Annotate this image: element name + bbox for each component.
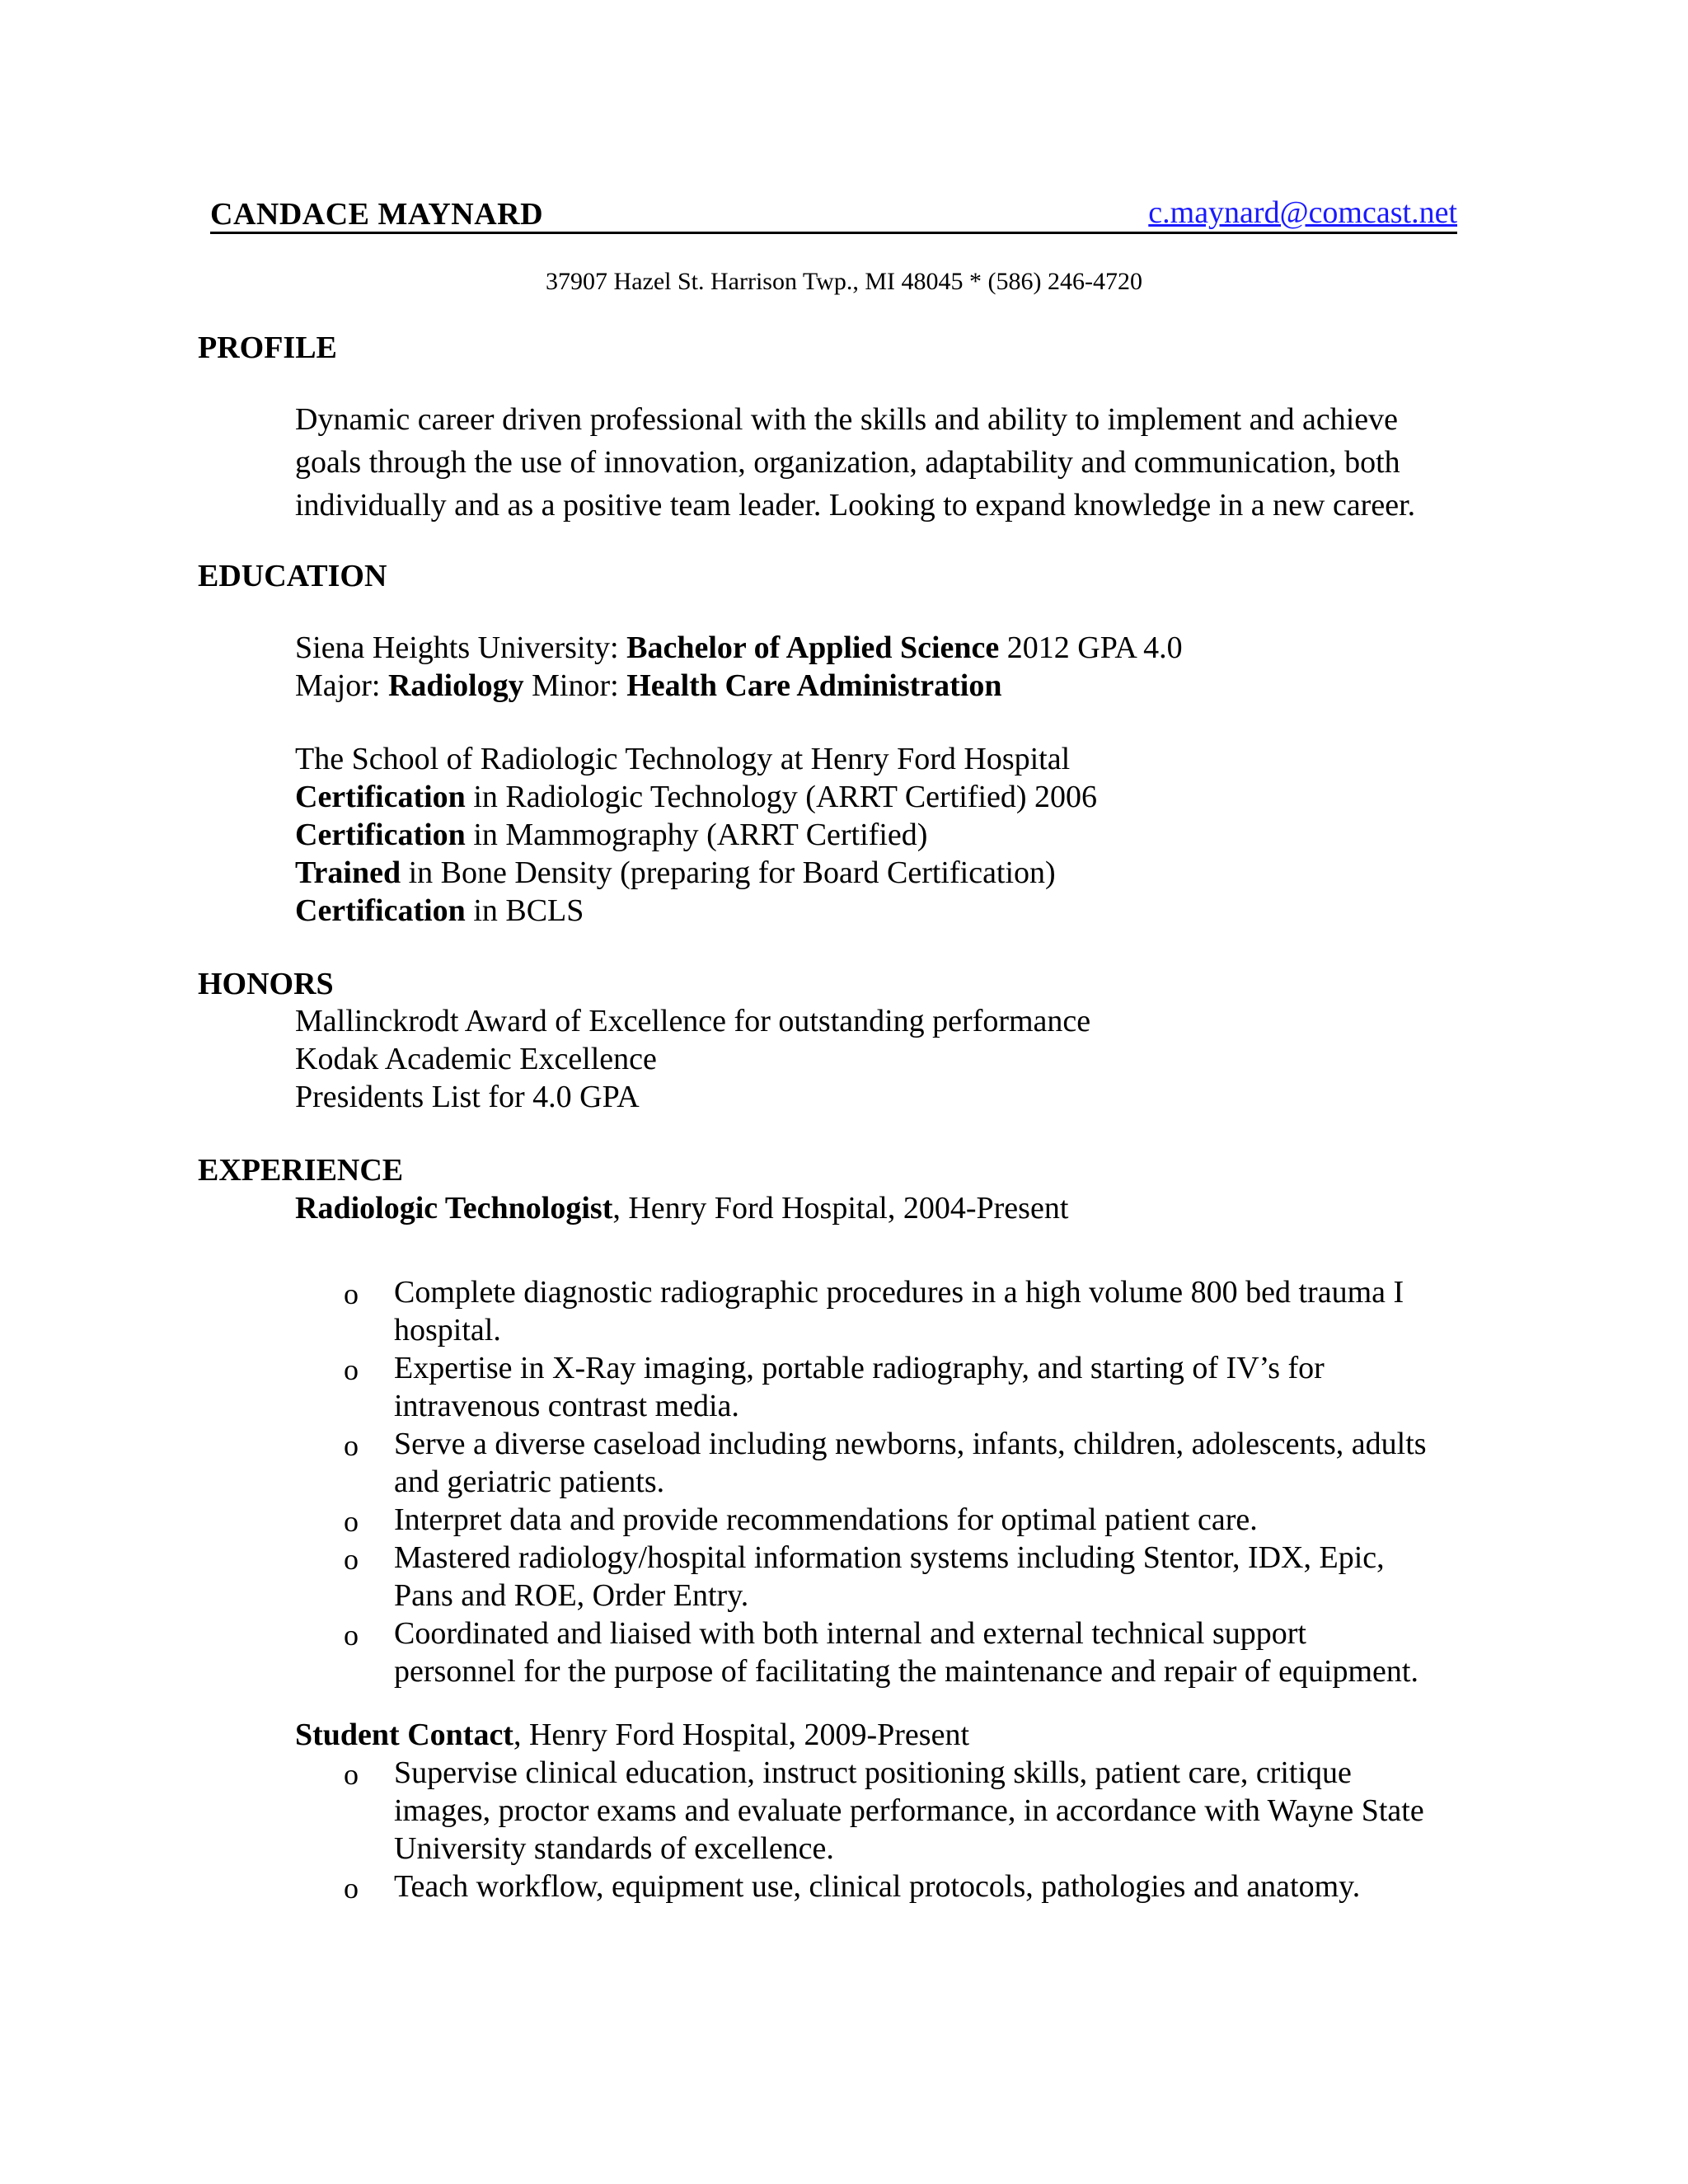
major-minor-line	[295, 667, 1183, 705]
section-title-honors: HONORS	[198, 967, 334, 1001]
bullet-line: Supervise clinical education, instruct positioning skills, patient care, critique	[394, 1755, 1352, 1790]
bullet-line: Mastered radiology/hospital information systems including Stentor, IDX, Epic,	[394, 1540, 1385, 1575]
job1-heading	[295, 1189, 1068, 1227]
honor-item: Presidents List for 4.0 GPA	[295, 1080, 640, 1114]
job2-bullet-2	[394, 1868, 1482, 1905]
job2-bullet-1	[394, 1754, 1482, 1868]
job1-title: Radiologic Technologist	[295, 1191, 613, 1226]
cert-line	[295, 892, 1097, 930]
bullet-line: intravenous contrast media.	[394, 1389, 739, 1423]
cert-type: Certification	[295, 893, 466, 928]
bullet-line: hospital.	[394, 1313, 501, 1347]
bullet-line: University standards of excellence.	[394, 1831, 834, 1866]
job1-bullet-2	[394, 1349, 1482, 1425]
job1-heading-line	[295, 1189, 1068, 1227]
bullet-line: Teach workflow, equipment use, clinical protocols, pathologies and anatomy.	[394, 1869, 1361, 1904]
contact-address: 37907 Hazel St. Harrison Twp., MI 48045 * (586) 246-4720	[546, 268, 1142, 295]
cert-detail: in BCLS	[465, 893, 584, 928]
cert-detail: in Bone Density (preparing for Board Certification)	[401, 855, 1056, 890]
radiology-school: The School of Radiologic Technology at Henry Ford Hospital	[295, 742, 1071, 776]
header-rule	[210, 232, 1457, 234]
cert-type: Certification	[295, 818, 466, 852]
cert-detail: in Mammography (ARRT Certified)	[465, 818, 928, 852]
major-value: Radiology	[387, 668, 524, 703]
cert-type: Trained	[295, 855, 401, 890]
honors-list	[295, 1002, 1090, 1116]
job1-details: , Henry Ford Hospital, 2004-Present	[612, 1191, 1069, 1226]
bullet-marker: o	[344, 1619, 359, 1652]
bullet-line: Expertise in X-Ray imaging, portable radiography, and starting of IV’s for	[394, 1351, 1325, 1385]
education-degree	[295, 629, 1183, 705]
bullet-marker: o	[344, 1758, 359, 1791]
bullet-marker: o	[344, 1543, 359, 1576]
job1-bullet-6	[394, 1615, 1482, 1690]
job2-heading-line	[295, 1716, 969, 1754]
bullet-line: Pans and ROE, Order Entry.	[394, 1578, 749, 1613]
job1-bullet-5	[394, 1539, 1482, 1615]
degree-line	[295, 629, 1183, 667]
cert-line	[295, 816, 1097, 854]
degree-year-gpa: 2012 GPA 4.0	[999, 630, 1183, 665]
job2-heading	[295, 1716, 969, 1754]
job1-bullet-4	[394, 1501, 1482, 1539]
bullet-line: Complete diagnostic radiographic procedures in a high volume 800 bed trauma I	[394, 1275, 1404, 1310]
section-title-education: EDUCATION	[198, 559, 387, 593]
profile-line: individually and as a positive team leader. Looking to expand knowledge in a new career.	[295, 488, 1416, 523]
bullet-line: images, proctor exams and evaluate performance, in accordance with Wayne State	[394, 1793, 1424, 1828]
bullet-line: Coordinated and liaised with both internal and external technical support	[394, 1616, 1306, 1651]
cert-line	[295, 778, 1097, 816]
section-title-profile: PROFILE	[198, 330, 337, 365]
candidate-name: CANDACE MAYNARD	[210, 197, 544, 232]
bullet-line: Interpret data and provide recommendations for optimal patient care.	[394, 1502, 1258, 1537]
bullet-line: personnel for the purpose of facilitating the maintenance and repair of equipment.	[394, 1654, 1418, 1689]
job2-title: Student Contact	[295, 1718, 513, 1752]
honor-item: Kodak Academic Excellence	[295, 1042, 657, 1076]
job1-bullet-3	[394, 1425, 1482, 1501]
bullet-marker: o	[344, 1353, 359, 1386]
minor-label: Minor:	[523, 668, 627, 703]
section-title-experience: EXPERIENCE	[198, 1153, 404, 1188]
bullet-marker: o	[344, 1277, 359, 1310]
cert-detail: in Radiologic Technology (ARRT Certified) 2006	[465, 780, 1098, 814]
education-certifications	[295, 740, 1097, 930]
email-link[interactable]: c.maynard@comcast.net	[1148, 195, 1457, 230]
profile-text	[295, 398, 1474, 527]
bullet-marker: o	[344, 1505, 359, 1538]
cert-type: Certification	[295, 780, 466, 814]
bullet-marker: o	[344, 1872, 359, 1905]
profile-line: goals through the use of innovation, organization, adaptability and communication, both	[295, 445, 1400, 480]
major-label: Major:	[295, 668, 388, 703]
job2-details: , Henry Ford Hospital, 2009-Present	[513, 1718, 970, 1752]
bullet-marker: o	[344, 1429, 359, 1462]
job1-bullet-1	[394, 1273, 1482, 1349]
school-name: Siena Heights University:	[295, 630, 627, 665]
bullet-line: and geriatric patients.	[394, 1465, 665, 1499]
cert-line	[295, 854, 1097, 892]
minor-value: Health Care Administration	[626, 668, 1002, 703]
profile-line: Dynamic career driven professional with the skills and ability to implement and achieve	[295, 402, 1399, 437]
degree-name: Bachelor of Applied Science	[626, 630, 1000, 665]
honor-item: Mallinckrodt Award of Excellence for outstanding performance	[295, 1004, 1091, 1038]
bullet-line: Serve a diverse caseload including newborns, infants, children, adolescents, adults	[394, 1427, 1427, 1461]
